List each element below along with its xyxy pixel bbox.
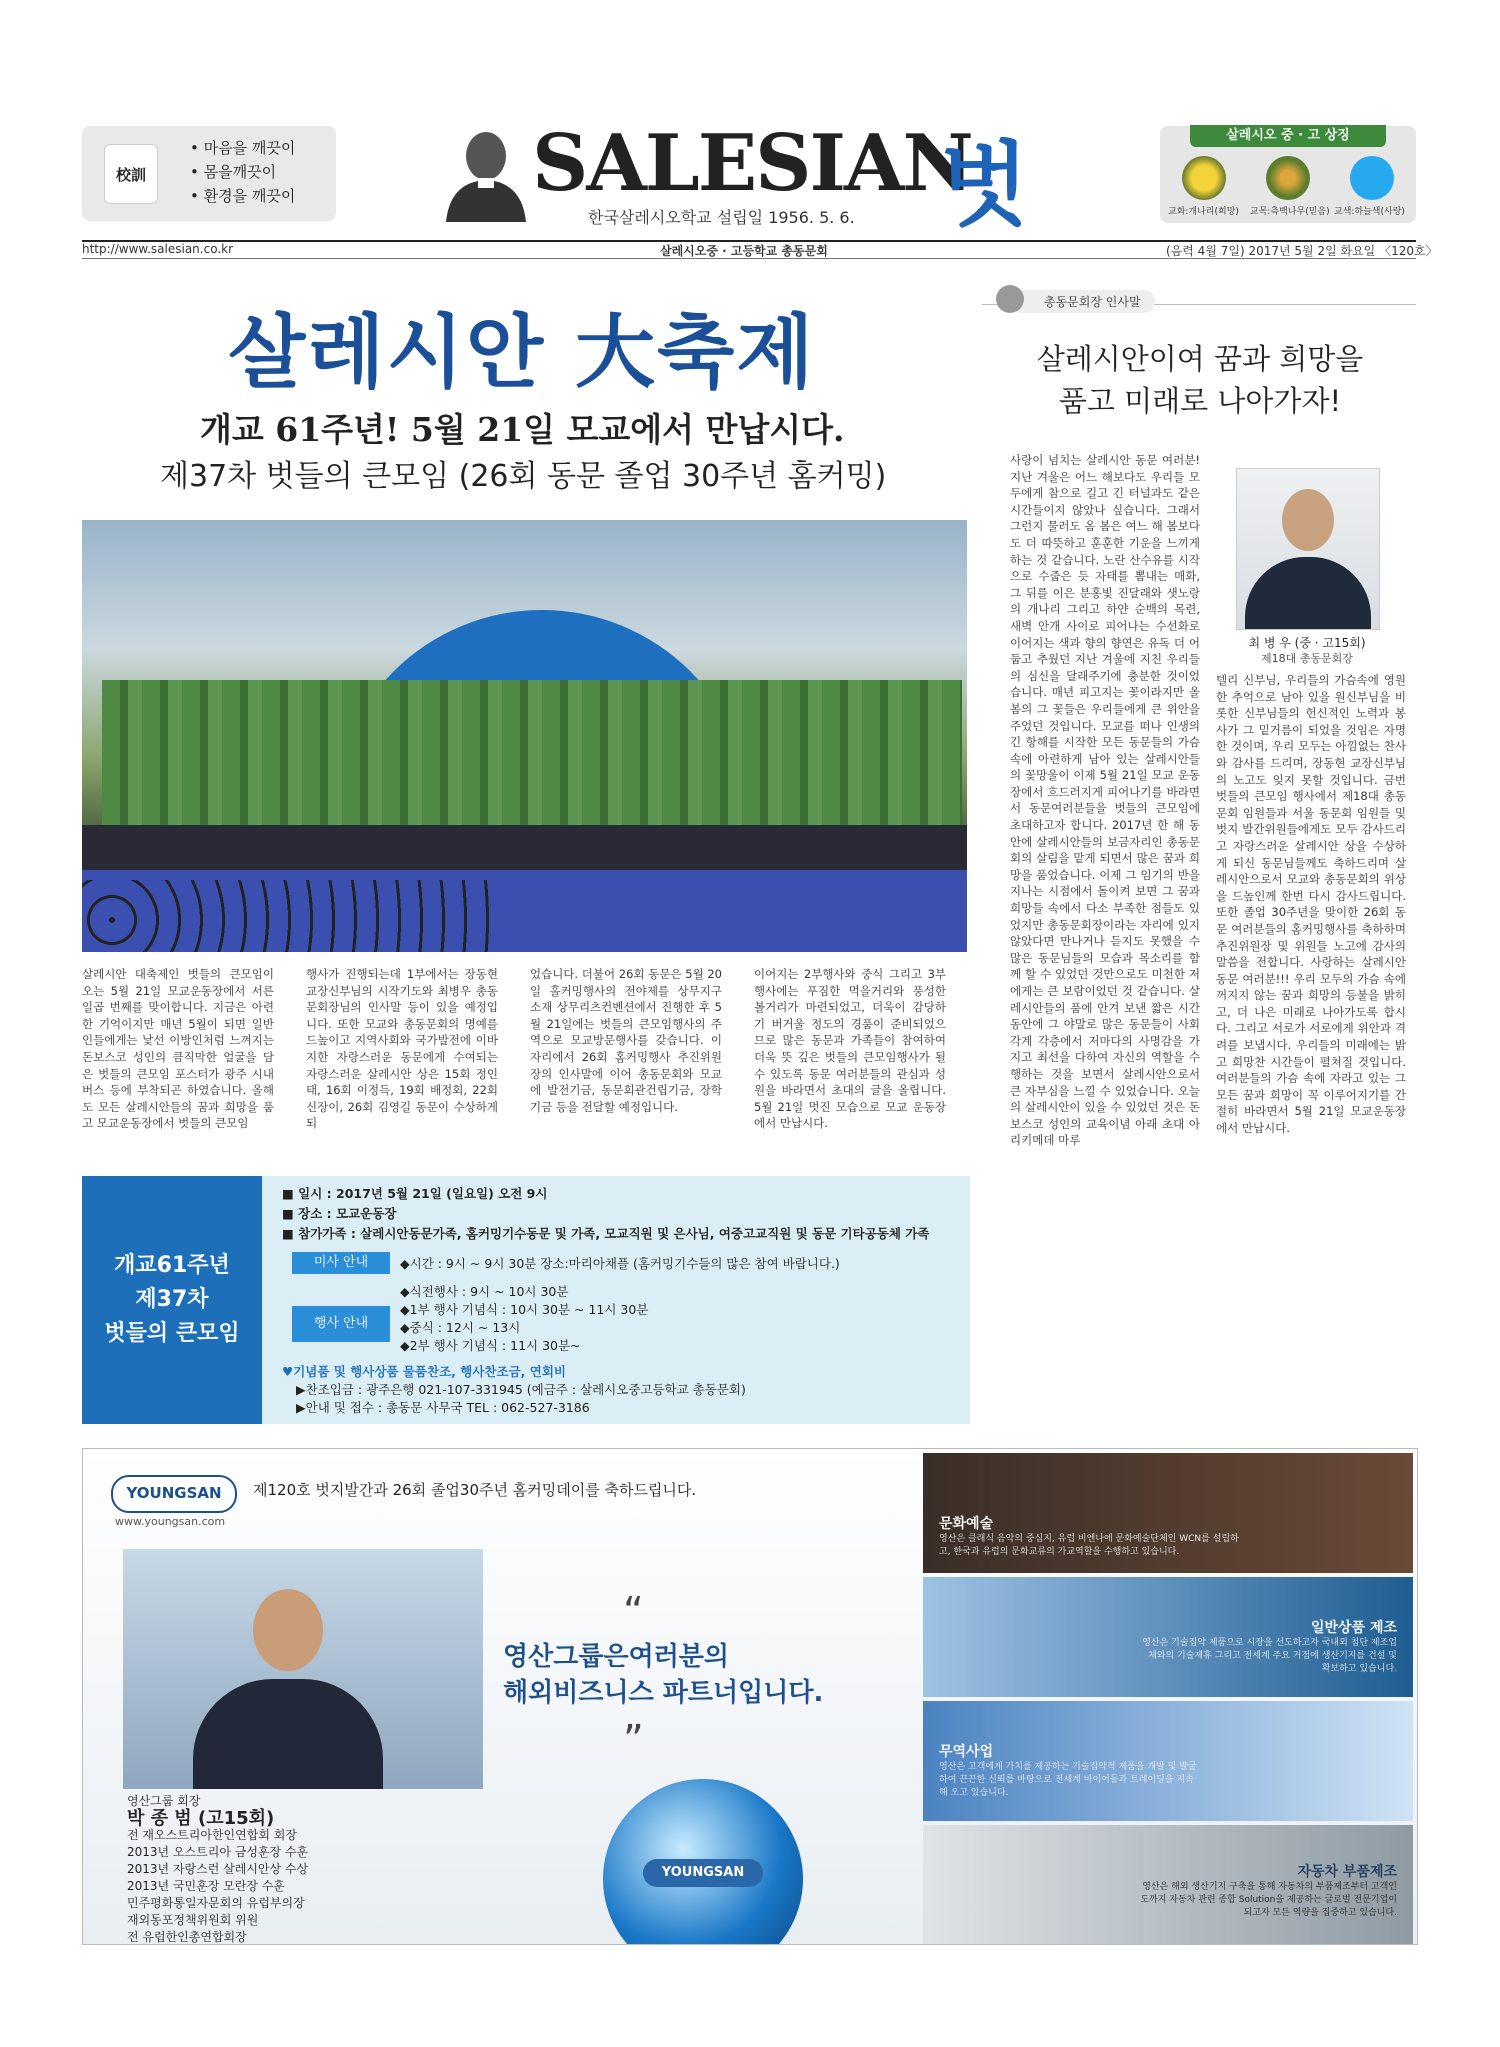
donation-info: ♥기념품 및 행사상품 물품찬조, 행사찬조금, 연회비 [282, 1364, 566, 1379]
sky-blue-icon [1350, 156, 1394, 200]
account-info: ▶찬조입금 : 광주은행 021-107-331945 (예금주 : 살레시오중고등학교 총동문회) [296, 1382, 746, 1397]
masthead-logo-suffix: 벗 [940, 132, 1029, 239]
article-column: 살레시안 대축제인 벗들의 큰모임이 오는 5월 21일 모교운동장에서 서른 일곱 번째를 맞이합니다. 지금은 아련한 기억이지만 매년 5월이 되면 일반인들에게는 낯선 이방인처럼 느껴지는 돈보스코 성인의 큼직막한 얼굴을 담은 벗들의 큰모임 포스터가 광주 시내버스 등에 부착되곤 하였습니다. 올해도 모든 살레시안들의 꿈과 희망을 품고 모교운동장에서 벗들의 큰모임 [82, 967, 274, 1131]
greeting-title: 살레시안이여 꿈과 희망을 품고 미래로 나아가자! [1036, 342, 1364, 418]
masthead-subtitle: 한국살레시오학교 설립일 1956. 5. 6. [588, 208, 855, 227]
portrait-name: 최 병 우 (중 · 고15회) [1248, 636, 1366, 650]
president-portrait [1236, 468, 1380, 630]
panel-manufacturing: 일반상품 제조 영산은 기술집약 제품으로 시장을 선도하고자 국내외 첨단 제조업체와의 기술제휴 그리고 전세계 주요 거점에 생산기지를 건설 및 확보하고 있습니다. [923, 1577, 1413, 1697]
portrait-role: 제18대 총동문회장 [1261, 652, 1353, 665]
event-item: ◆2부 행사 기념식 : 11시 30분~ [400, 1338, 581, 1353]
info-place: ■ 장소 : 모교운동장 [282, 1206, 397, 1221]
ad-headline: 제120호 벗지발간과 26회 졸업30주년 홈커밍데이를 축하드립니다. [253, 1481, 697, 1499]
event-item: ◆식전행사 : 9시 ~ 10시 30분 [400, 1284, 569, 1299]
youngsan-logo: YOUNGSAN [111, 1475, 237, 1513]
main-headline: 살레시안 大축제 [228, 305, 816, 399]
symbol-caption: 교목:측백나무(믿음) [1250, 207, 1330, 217]
quote-close-icon: ” [623, 1717, 644, 1763]
event-item: ◆중식 : 12시 ~ 13시 [400, 1320, 521, 1335]
ad-quote: 영산그룹은여러분의 해외비즈니스 파트너입니다. [503, 1642, 824, 1708]
greeting-column: 텔리 신부님, 우리들의 가슴속에 영원한 추억으로 남아 있을 원신부님을 비롯한 신부님들의 헌신적인 노력과 봉사가 그 밑거름이 되었을 것임은 자명한 것이며, 우리 모두는 아낌없는 찬사와 감사를 드리며, 장동현 교장신부님의 노고도 잊지 못할 것입니다. 금번 벗들의 큰모임 행사에서 제18대 총동문회 임원들과 서울 동문회 임원들 및 벗지 발간위원들에게도 모두 감사드리고 자랑스러운 살레시안 상을 수상하게 되신 동문님들께도 축하드리며 살레시안으로서 모교와 총동문회의 위상을 드높인께 한번 다시 감사드립니다. 또한 졸업 30주년을 맞이한 26회 동문 여러분들의 홈커밍행사를 축하하며 추진위원장 및 위원들 노고에 감사의 말씀을 전합니다. 사랑하는 살레시안 동문 여러분!!! 우리 모두의 가슴 속에 꺼지지 않는 꿈과 희망의 등불을 밝히고, 더 나은 미래로 나아가도록 합시다. 그리고 서로가 서로에게 위안과 격려를 보냅시다. 우리들의 미래에는 밝고 희망찬 시간들이 펼쳐질 것입니다. 여러분들의 가슴 속에 자라고 있는 그 모든 꿈과 희망이 꼭 이루어지기를 간절히 바라면서 5월 21일 모교운동장에서 만납시다. [1216, 673, 1406, 1136]
quote-open-icon: “ [623, 1589, 644, 1635]
symbol-caption: 교화:개나리(희망) [1168, 207, 1239, 217]
article-column: 행사가 진행되는데 1부에서는 장동현 교장신부님의 시작기도와 최병우 총동문회장님의 인사말 등이 있을 예정입니다. 또한 모교와 총동문회의 명예를 드높이고 지역사회와 국가발전에 이바지한 자랑스러운 동문에게 수여되는 자랑스러운 살레시안 상은 15회 정인태, 16회 이정득, 19회 배정회, 22회 신장이, 26회 김영길 동문이 수상하게 되 [306, 967, 498, 1131]
event-label: 행사 안내 [292, 1306, 390, 1342]
greeting-tag: 총동문회장 인사말 [1010, 290, 1155, 313]
mass-label: 미사 안내 [292, 1252, 390, 1274]
header-rule-bottom [82, 258, 1416, 259]
contact-info: ▶안내 및 접수 : 총동문 사무국 TEL : 062-527-3186 [296, 1400, 590, 1415]
motto-item: • 마음을 깨끗이 [190, 136, 295, 160]
founder-portrait-icon [440, 126, 532, 222]
motto-list [190, 136, 295, 208]
youngsan-advertisement [82, 1448, 1418, 1945]
info-title: 개교61주년 제37차 벗들의 큰모임 [82, 1176, 262, 1424]
symbols-title: 살레시오 중 · 고 상징 [1190, 125, 1386, 147]
publisher: 살레시오중 · 고등학교 총동문회 [660, 244, 828, 258]
globe-label: YOUNGSAN [643, 1859, 763, 1887]
arborvitae-icon [1266, 156, 1310, 200]
panel-culture: 문화예술 영산은 클래식 음악의 중심지, 유럽 비엔나에 문화예술단체인 WCN를 설립하고, 한국과 유럽의 문화교류의 가교역할을 수행하고 있습니다. [923, 1453, 1413, 1573]
info-attendees: ■ 참가가족 : 살레시안동문가족, 홈커밍기수동문 및 가족, 모교직원 및 은사님, 여중고교직원 및 동문 기타공동체 가족 [282, 1226, 930, 1241]
school-symbols [1160, 126, 1416, 223]
ad-person-photo [123, 1549, 483, 1789]
motto-item: • 환경을 깨끗이 [190, 184, 295, 208]
ad-person-bio: 영산그룹 회장 박 종 범 (고15회) 전 재오스트리아한인연합회 회장 2013년 오스트리아 금성훈장 수훈 2013년 자랑스런 살레시안상 수상 2013년 국민훈장 모란장 수훈 민주평화통일자문회의 유럽부의장 재외동포정책위원회 위원 전 유럽한인총연합회장 [127, 1794, 309, 1944]
panel-auto-parts: 자동차 부품제조 영산은 해외 생산기지 구축을 통해 자동차의 부품제조부터 고객인도까지 자동차 관련 종합 Solution을 제공하는 글로벌 전문기업이 되고자 모든 역량을 집중하고 있습니다. [923, 1825, 1413, 1945]
issue-date: (음력 4월 7일) 2017년 5월 2일 화요일 〈120호〉 [1166, 244, 1438, 258]
article-column: 이어지는 2부행사와 중식 그리고 3부행사에는 푸짐한 먹을거리와 풍성한 볼거리가 마련되었고, 더욱이 감당하기 버거울 정도의 경품이 준비되었으므로 많은 동문과 가족들이 참여하여 더욱 뜻 깊은 벗들의 큰모임행사가 될 수 있도록 동문 여러분들의 관심과 성원을 바라면서 초대의 글을 올립니다. 5월 21일 멋진 모습으로 모교 운동장에서 만납시다. [754, 967, 946, 1131]
event-item: ◆1부 행사 기념식 : 10시 30분 ~ 11시 30분 [400, 1302, 649, 1317]
greeting-column: 사랑이 넘치는 살레시안 동문 여러분! 지난 겨울은 어느 해보다도 우리들 모두에게 참으로 길고 긴 터널과도 같은 시간들이지 않았나 싶습니다. 그래서 그런지 물러도 옴 봄은 여느 해 봄보다도 더 따뜻하고 훈훈한 기운을 느끼게 하는 것 같습니다. 노란 산수유를 시작으로 수줍은 듯 자태를 뽐내는 매화, 그 뒤를 이은 분홍빛 진달래와 샛노랑의 개나리 그리고 하얀 순백의 목련, 새벽 안개 사이로 피어나는 수선화로 이어지는 색과 향의 향연은 유독 더 어둡고 추웠던 지난 겨울에 지친 우리들의 심신을 달래주기에 충분한 것이었습니다. 매년 피고지는 꽃이라지만 올 봄의 그 꽃들은 우리들에게 큰 위안을 주었던 것입니다. 모교를 떠나 인생의 긴 항해를 시작한 모든 동문들의 가슴 속에 아련하게 남아 있는 살레시안들의 꽃망울이 이제 5월 21일 모교 운동장에서 흐드러지게 피어나기를 바라면서 동문여러분들을 벗들의 큰모임에 초대하고자 합니다. 2017년 한 해 동안에 살레시안들의 보금자리인 총동문회의 살림을 맡게 되면서 많은 꿈과 희망을 품었습니다. 이제 그 임기의 반을 지나는 시점에서 돌이켜 보면 그 꿈과 희망들 속에서 다소 부족한 점들도 있었지만 총동문회장이라는 자리에 있지 않았다면 만나거나 듣지도 못했을 수 많은 동문님들의 모습과 목소리를 함께 할 수 있었던 것만으로도 미천한 저에게는 큰 보람이었던 것 같습니다. 살레시안들의 품에 안겨 보낸 짧은 시간 동안에 그 야말로 많은 동문들이 사회 각계 각층에서 저마다의 사명감을 가지고 최선을 다하여 자신의 역할을 수행하는 것을 보면서 살레시안으로서 큰 자부심을 느낄 수 있었습니다. 오늘의 살레시안이 있을 수 있었던 것은 돈 보스코 성인의 교육이념 아래 초대 아리키메데 마루 [1010, 453, 1200, 1148]
main-subheadline-2: 제37차 벗들의 큰모임 (26회 동문 졸업 30주년 홈커밍) [160, 459, 887, 494]
event-info-box [82, 1176, 970, 1424]
motto-box [82, 126, 336, 221]
website-url[interactable]: http://www.salesian.co.kr [82, 242, 234, 256]
mass-info: ◆시간 : 9시 ~ 9시 30분 장소:마리아채플 (홈커밍기수들의 많은 참여 바랍니다.) [400, 1256, 840, 1271]
forsythia-icon [1182, 156, 1226, 200]
main-subheadline: 개교 61주년! 5월 21일 모교에서 만납시다. [200, 410, 845, 449]
microphone-icon [996, 285, 1024, 313]
article-column: 었습니다. 더불어 26회 동문은 5월 20일 홀커밍행사의 전야제를 상무지구 소재 상무리츠컨벤션에서 진행한 후 5월 21일에는 벗들의 큰모임행사의 주역으로 모교방문행사를 갖습니다. 이 자리에서 26회 홈커밍행사 추진위원장의 인사말에 이어 총동문회와 모교에 발전기금, 동문회관건립기금, 장학기금 등을 전달할 예정입니다. [530, 967, 722, 1114]
info-date: ■ 일시 : 2017년 5월 21일 (일요일) 오전 9시 [282, 1186, 548, 1201]
motto-tag: 校訓 [104, 144, 158, 204]
masthead-logo: SALESIAN [532, 118, 972, 209]
symbol-caption: 교색:하늘색(사랑) [1334, 207, 1405, 217]
panel-trade: 무역사업 영산은 고객에게 가치를 제공하는 기술집약적 제품을 개발 및 발굴하여 끈끈한 신뢰를 바탕으로 전세계 바이어들과 트레이딩을 지속해 오고 있습니다. [923, 1701, 1413, 1821]
event-photo [82, 520, 967, 952]
ad-url[interactable]: www.youngsan.com [115, 1515, 226, 1528]
motto-item: • 몸을깨끗이 [190, 160, 295, 184]
